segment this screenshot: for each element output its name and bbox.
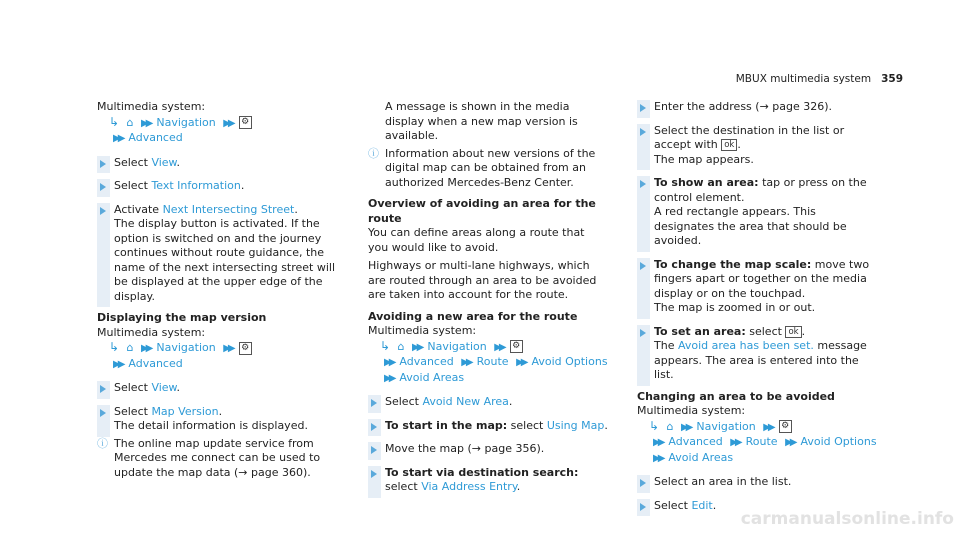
section-heading: Avoiding a new area for the route: [368, 309, 578, 323]
header-title: MBUX multimedia system: [735, 73, 872, 85]
step-text: Move the map (→ page 356).: [385, 442, 545, 455]
menu-path-cont: [368, 355, 608, 371]
step: [97, 179, 337, 194]
menu-map-version: Map Version: [151, 404, 219, 418]
step-arrow-icon: [640, 262, 646, 270]
menu-avoid-options: Avoid Options: [800, 435, 877, 448]
column-2: [368, 100, 608, 495]
path-label: Multimedia system:: [97, 325, 206, 339]
settings-icon: ⚙: [510, 340, 523, 353]
punct: .: [176, 381, 181, 394]
chevron-right-icon: ▶▶: [730, 437, 740, 448]
chevron-right-icon: ▶▶: [223, 117, 233, 129]
path-arrow-icon: ↳: [380, 338, 391, 353]
punct: .: [604, 418, 608, 432]
settings-icon: ⚙: [779, 420, 792, 433]
step-text: Activate: [114, 202, 163, 216]
path-arrow-icon: ↳: [109, 114, 120, 129]
home-icon: ⌂: [397, 339, 405, 353]
chevron-right-icon: ▶▶: [516, 357, 526, 368]
chevron-right-icon: ▶▶: [140, 343, 151, 354]
step-arrow-icon: [640, 329, 646, 337]
info-note: [368, 147, 608, 191]
punct: .: [508, 395, 513, 408]
page-header: [736, 73, 903, 85]
settings-icon: ⚙: [239, 116, 252, 129]
chevron-right-icon: ▶▶: [411, 341, 422, 353]
step-arrow-icon: [100, 385, 106, 393]
page-number: 359: [881, 73, 903, 85]
menu-using-map: Using Map: [546, 418, 605, 432]
chevron-right-icon: ▶▶: [384, 357, 394, 368]
menu-edit: Edit: [691, 498, 713, 512]
menu-avoid-options: Avoid Options: [531, 355, 608, 368]
step: [97, 405, 337, 434]
punct: .: [294, 202, 298, 216]
path-label: Multimedia system:: [368, 324, 477, 337]
step-text: Select: [114, 404, 152, 418]
menu-path-cont: [637, 451, 877, 467]
path-arrow-icon: ↳: [649, 418, 660, 433]
menu-path: [637, 419, 877, 436]
watermark[interactable]: carmanualsonline.info: [740, 509, 954, 529]
punct: .: [712, 498, 717, 512]
step-text: Select: [385, 395, 423, 408]
section-heading: Overview of avoiding an area for the route: [368, 197, 596, 225]
step: [637, 176, 877, 249]
step-text: select: [507, 418, 547, 432]
step-text: Select: [114, 155, 152, 169]
home-icon: ⌂: [666, 419, 674, 433]
step-bold: To start in the map:: [385, 418, 508, 432]
chevron-right-icon: ▶▶: [113, 358, 123, 370]
chevron-right-icon: ▶▶: [653, 452, 663, 464]
step: [637, 475, 877, 490]
step: [368, 466, 608, 495]
step-arrow-icon: [640, 479, 646, 487]
menu-navigation: Navigation: [156, 115, 216, 129]
punct: .: [176, 155, 181, 169]
note-text: Information about new versions of the digital map can be obtained from an authorized Mercedes-Benz Center.: [385, 146, 596, 189]
menu-advanced: Advanced: [668, 435, 723, 448]
menu-next-intersecting-street: Next Intersecting Street: [162, 202, 295, 216]
step-body: [654, 339, 877, 383]
step-arrow-icon: [100, 207, 106, 215]
paragraph: You can define areas along a route that you would like to avoid.: [368, 226, 585, 254]
menu-path-cont: [637, 435, 877, 451]
step-arrow-icon: [100, 409, 106, 417]
step-text: select: [745, 324, 786, 338]
menu-via-address-entry: Via Address Entry: [421, 480, 517, 493]
menu-route: Route: [476, 355, 509, 368]
step-arrow-icon: [371, 446, 377, 454]
step-text: message appears. The area is entered into the list.: [654, 339, 867, 381]
menu-text-information: Text Information: [151, 179, 241, 192]
step-text: Enter the address (→ page 326).: [654, 100, 833, 113]
chevron-right-icon: ▶▶: [494, 341, 504, 353]
column-3: [637, 100, 877, 513]
step: [97, 203, 337, 305]
section-heading: Changing an area to be avoided: [637, 389, 835, 403]
step-arrow-icon: [371, 423, 377, 431]
section-heading: Displaying the map version: [97, 311, 267, 324]
chevron-right-icon: ▶▶: [763, 421, 773, 433]
menu-path-cont: [97, 131, 337, 147]
menu-navigation: Navigation: [427, 339, 487, 353]
home-icon: ⌂: [126, 115, 134, 129]
menu-navigation: Navigation: [156, 341, 216, 354]
step-text: move two fingers apart or together on the media display or on the touchpad.: [654, 257, 870, 300]
step: [97, 156, 337, 171]
menu-advanced: Advanced: [128, 356, 183, 370]
step-arrow-icon: [640, 180, 646, 188]
note-text: The online map update service from Mercedes me connect can be used to update the map data (→ page 360).: [114, 436, 321, 479]
menu-path-cont: [368, 371, 608, 387]
home-icon: ⌂: [126, 341, 134, 354]
paragraph: Highways or multi-lane highways, which are routed through an area to be avoided are taken into account for the route.: [368, 259, 597, 301]
step-text: tap or press on the control element.: [654, 176, 867, 204]
step-bold: To show an area:: [654, 176, 759, 189]
punct: .: [218, 404, 223, 418]
step-body: The map is zoomed in or out.: [654, 301, 816, 314]
menu-path-cont: [97, 357, 337, 373]
step-text: select: [385, 480, 422, 493]
step: [368, 395, 608, 410]
ok-button-icon: ok: [785, 326, 801, 338]
info-note: [97, 437, 337, 481]
step-text: Select the destination in the list or accept with: [654, 123, 845, 151]
step: [368, 419, 608, 434]
chevron-right-icon: ▶▶: [384, 372, 394, 384]
chevron-right-icon: ▶▶: [223, 343, 233, 354]
chevron-right-icon: ▶▶: [680, 421, 691, 433]
step: [97, 381, 337, 396]
step: [637, 100, 877, 115]
step-arrow-icon: [640, 104, 646, 112]
step-bold: To start via destination search:: [385, 465, 579, 479]
step-body: A red rectangle appears. This designates the area that should be avoided.: [654, 205, 847, 247]
step-body: The map appears.: [654, 152, 754, 166]
settings-icon: ⚙: [239, 342, 252, 355]
menu-advanced: Advanced: [128, 131, 183, 144]
step: To set an area: select ok . The Avoid area has been set. message appears. The area is entered into the list.: [637, 325, 877, 383]
menu-route: Route: [745, 435, 778, 448]
step: [637, 124, 877, 168]
menu-view: View: [151, 381, 177, 394]
step-body: The display button is activated. If the option is switched on and the journey continues without route guidance, the name of the next intersecting street will be displayed at the upper edge of the display.: [114, 217, 336, 303]
chevron-right-icon: ▶▶: [653, 437, 663, 448]
menu-path: [368, 339, 608, 356]
step-arrow-icon: [100, 183, 106, 191]
step-bold: To change the map scale:: [654, 257, 812, 271]
step-text: Select: [114, 179, 152, 192]
chevron-right-icon: ▶▶: [140, 117, 151, 129]
step-text: Select: [114, 381, 152, 394]
info-icon: ⓘ: [97, 436, 108, 450]
punct: .: [516, 480, 521, 493]
menu-avoid-new-area: Avoid New Area: [422, 395, 509, 408]
path-arrow-icon: ↳: [109, 340, 120, 354]
punct: .: [240, 179, 245, 192]
menu-avoid-areas: Avoid Areas: [399, 370, 465, 384]
step: [637, 258, 877, 316]
step-text: Select: [654, 498, 692, 512]
step-arrow-icon: [371, 470, 377, 478]
step: [368, 442, 608, 457]
menu-avoid-areas: Avoid Areas: [668, 450, 734, 464]
step-bold: To set an area:: [654, 324, 746, 338]
chevron-right-icon: ▶▶: [461, 357, 471, 368]
info-icon: ⓘ: [368, 146, 379, 160]
punct: .: [737, 138, 741, 151]
message-avoid-area-set: Avoid area has been set.: [677, 339, 814, 352]
step-arrow-icon: [100, 160, 106, 168]
step-arrow-icon: [640, 128, 646, 136]
step-arrow-icon: [640, 503, 646, 511]
chevron-right-icon: ▶▶: [113, 133, 123, 144]
chevron-right-icon: ▶▶: [785, 437, 795, 448]
menu-navigation: Navigation: [696, 419, 756, 433]
message-text: A message is shown in the media display when a new map version is available.: [385, 100, 578, 142]
step-text: Select an area in the list.: [654, 475, 792, 488]
menu-path: [97, 340, 337, 357]
path-label: Multimedia system:: [637, 404, 746, 417]
menu-path: [97, 115, 337, 132]
column-1: [97, 100, 337, 480]
step-text: The: [654, 339, 678, 352]
menu-view: View: [151, 155, 177, 169]
menu-advanced: Advanced: [399, 355, 454, 368]
step-arrow-icon: [371, 399, 377, 407]
ok-button-icon: ok: [721, 139, 737, 151]
step-body: The detail information is displayed.: [114, 419, 308, 432]
path-label: Multimedia system:: [97, 100, 206, 113]
